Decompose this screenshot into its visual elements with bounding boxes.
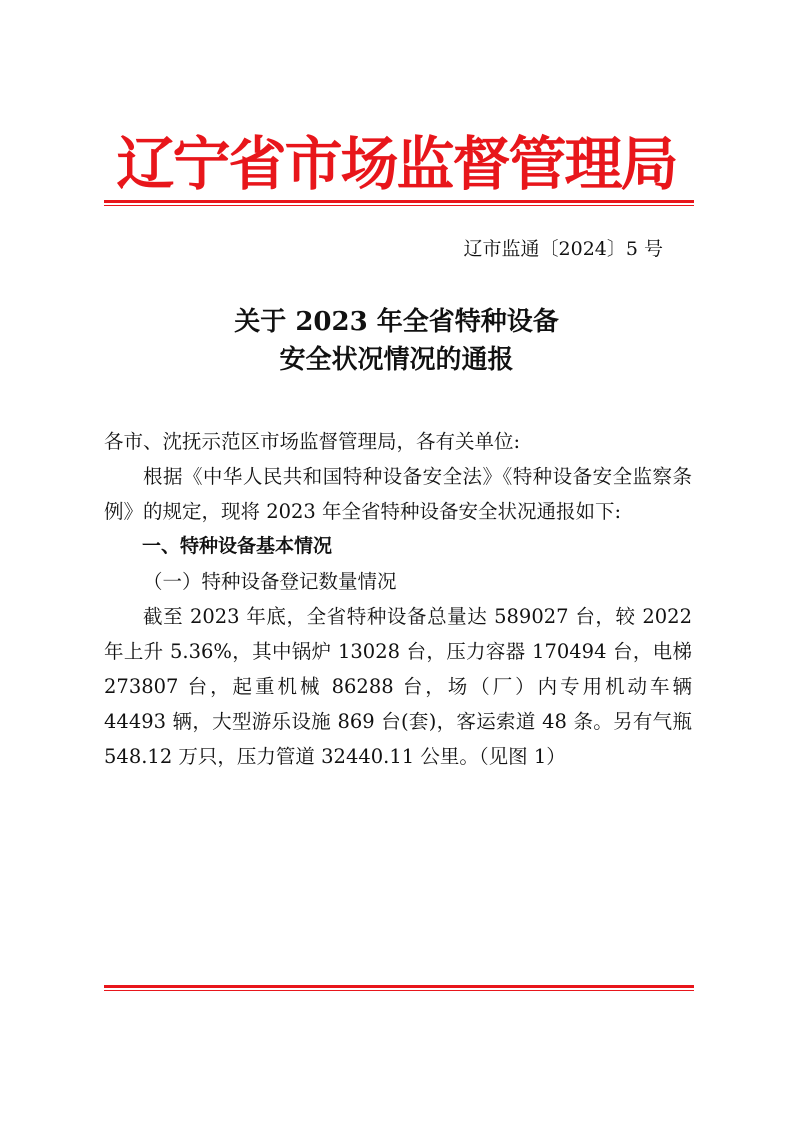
section-heading: 一、特种设备基本情况 — [142, 535, 333, 557]
salutation: 各市、沈抚示范区市场监督管理局，各有关单位: — [104, 430, 521, 453]
masthead-divider — [104, 200, 694, 206]
title-line-2: 安全状况情况的通报 — [279, 345, 514, 375]
footer-divider — [104, 985, 694, 991]
issuer-masthead: 辽宁省市场监督管理局 — [116, 130, 677, 198]
statistics-paragraph: 截至 2023 年底，全省特种设备总量达 589027 台，较 2022 年上升 5.36%，其中锅炉 13028 台，压力容器 170494 台，电梯 273807 台，起重机械 86288 台，场（厂）内专用机动车辆 44493 辆，大型游乐设施 869 台(套)，客运索道 48 条。另有气瓶 548.12 万只，压力管道 32440.11 公里。（见图 1） — [104, 605, 692, 768]
subsection-heading: （一）特种设备登记数量情况 — [143, 570, 397, 593]
intro-paragraph: 根据《中华人民共和国特种设备安全法》《特种设备安全监察条例》的规定，现将 2023 年全省特种设备安全状况通报如下: — [104, 465, 692, 523]
title-line-1: 关于 2023 年全省特种设备 — [234, 307, 559, 337]
document-title — [0, 303, 793, 379]
document-number: 辽市监通〔2024〕5 号 — [463, 238, 663, 260]
document-body — [104, 424, 692, 774]
